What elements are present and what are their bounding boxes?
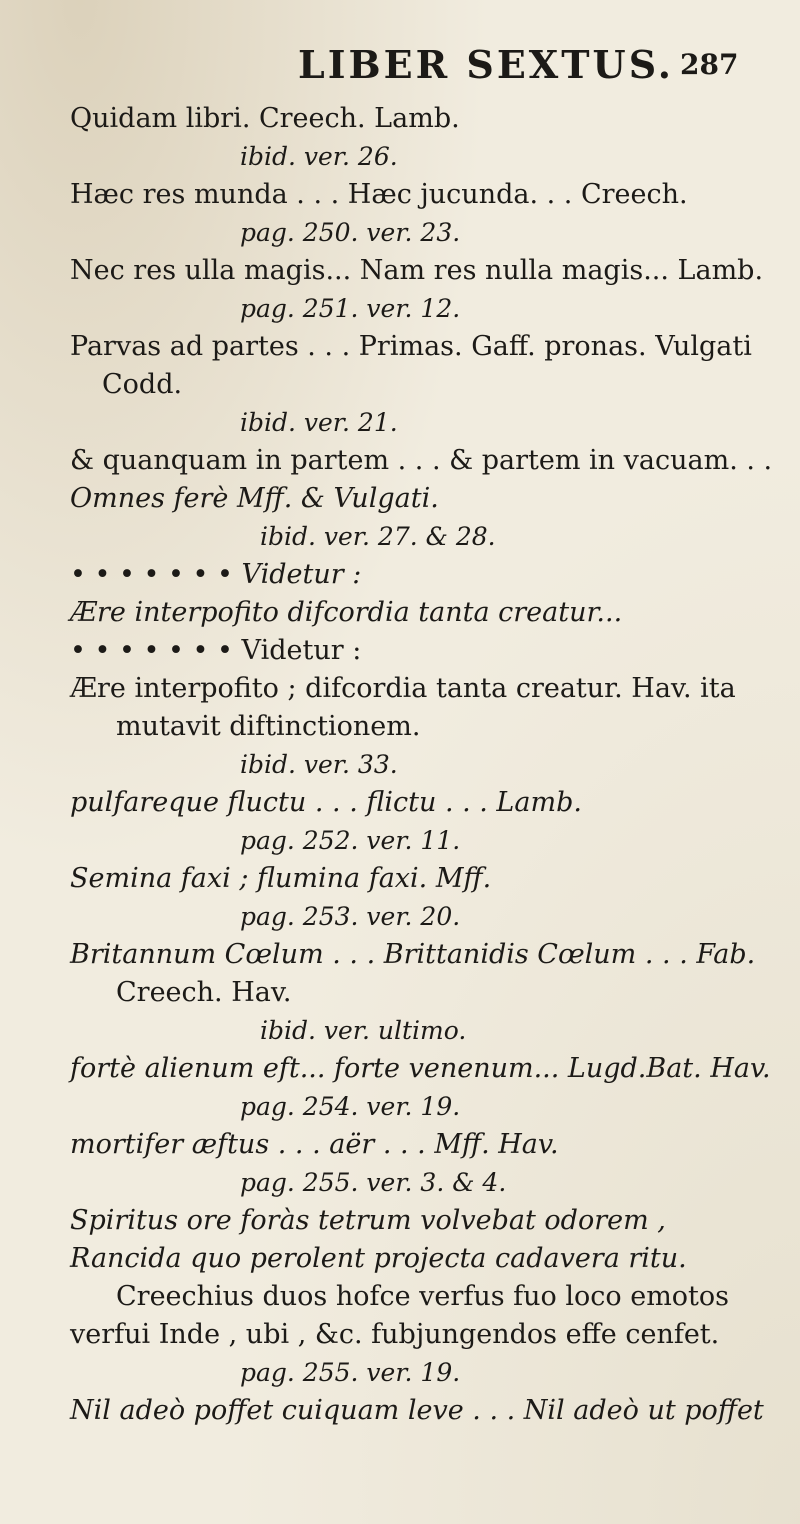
page-header: [0, 42, 800, 92]
text-line: Britannum Cœlum . . . Brittanidis Cœlum . . . Fab.: [70, 939, 756, 970]
text-line: Rancida quo perolent projecta cadavera ritu.: [70, 1243, 687, 1274]
text-line: Spiritus ore foràs tetrum volvebat odorem ,: [70, 1205, 666, 1236]
text-line: • • • • • • • Videtur :: [70, 635, 362, 666]
text-line: Creech. Hav.: [116, 977, 292, 1008]
reference-line: ibid. ver. 26.: [240, 142, 398, 171]
running-head: LIBER SEXTUS.: [298, 42, 675, 87]
text-line: Hæc res munda . . . Hæc jucunda. . . Creech.: [70, 179, 688, 210]
reference-line: ibid. ver. ultimo.: [260, 1016, 467, 1045]
body-text: [70, 100, 773, 1430]
reference-line: pag. 250. ver. 23.: [240, 218, 461, 247]
text-line: Codd.: [102, 369, 183, 400]
text-line: Nec res ulla magis... Nam res nulla magis... Lamb.: [70, 255, 764, 286]
reference-line: pag. 255. ver. 19.: [240, 1358, 461, 1387]
text-line: Parvas ad partes . . . Primas. Gaff. pronas. Vulgati: [70, 331, 752, 362]
text-line: & quanquam in partem . . . & partem in vacuam. . .: [70, 445, 773, 476]
reference-line: ibid. ver. 21.: [240, 408, 398, 437]
reference-line: pag. 252. ver. 11.: [240, 826, 461, 855]
reference-line: pag. 255. ver. 3. & 4.: [240, 1168, 507, 1197]
reference-line: pag. 254. ver. 19.: [240, 1092, 461, 1121]
text-line: Ære interpofito difcordia tanta creatur...: [70, 597, 623, 628]
text-line: fortè alienum eft... forte venenum... Lugd.Bat. Hav.: [70, 1053, 771, 1084]
reference-line: pag. 253. ver. 20.: [240, 902, 461, 931]
text-line: Quidam libri. Creech. Lamb.: [70, 103, 460, 134]
text-line: Omnes ferè Mff. & Vulgati.: [70, 483, 439, 514]
text-line: Nil adeò poffet cuiquam leve . . . Nil adeò ut poffet: [70, 1395, 764, 1426]
text-line: Ære interpofito ; difcordia tanta creatur. Hav. ita: [70, 673, 736, 704]
text-line: mutavit diftinctionem.: [116, 711, 421, 742]
text-line: mortifer æftus . . . aër . . . Mff. Hav.: [70, 1129, 559, 1160]
reference-line: pag. 251. ver. 12.: [240, 294, 461, 323]
text-line: Semina faxi ; flumina faxi. Mff.: [70, 863, 492, 894]
text-line: verfui Inde , ubi , &c. fubjungendos effe cenfet.: [70, 1319, 720, 1350]
reference-line: ibid. ver. 27. & 28.: [260, 522, 496, 551]
reference-line: ibid. ver. 33.: [240, 750, 398, 779]
page-number: 287: [680, 48, 739, 81]
text-line: pulfareque fluctu . . . flictu . . . Lamb.: [70, 787, 582, 818]
text-line: Creechius duos hofce verfus fuo loco emotos: [116, 1281, 730, 1312]
text-line: • • • • • • • Videtur :: [70, 559, 362, 590]
